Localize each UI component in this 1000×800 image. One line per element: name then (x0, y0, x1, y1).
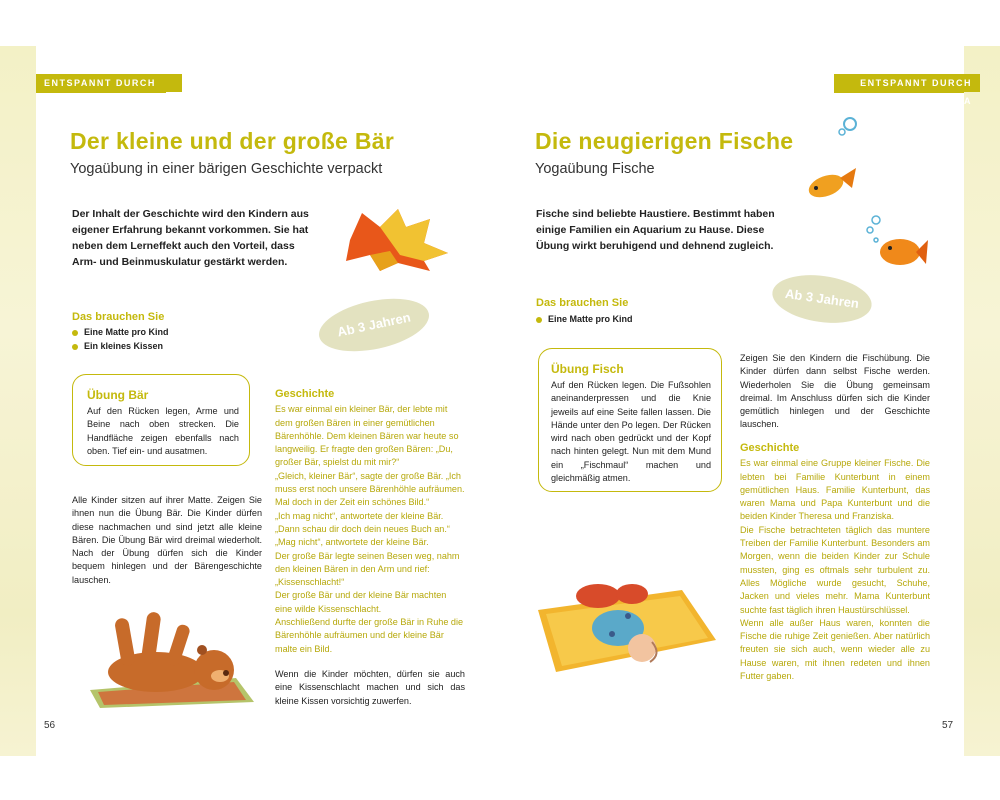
left-page-title: Der kleine und der große Bär (70, 128, 395, 154)
left-exercise-box (72, 374, 250, 466)
left-needs-heading: Das brauchen Sie (72, 311, 165, 323)
left-needs-item: Eine Matte pro Kind (72, 325, 169, 339)
left-story-heading: Geschichte (275, 388, 335, 400)
story-paragraph: „Mag nicht“, antwortete der kleine Bär. (275, 537, 429, 548)
left-header-line (36, 91, 166, 93)
right-exercise-title: Übung Fisch (551, 362, 624, 376)
story-paragraph: Der große Bär legte seinen Besen weg, nahm den kleinen Bären in den Arm und rief: „Kissenschlacht!“ (275, 550, 460, 588)
story-paragraph: Der große Bär und der kleine Bär machten eine wilde Kissenschlacht. (275, 590, 447, 614)
cushion-illustration (340, 205, 462, 275)
left-instructions-text: Alle Kinder sitzen auf ihrer Matte. Zeigen Sie ihnen nun die Übung Bär. Die Kinder dürfen diese nachmachen und sind jetzt alle kleine Bären. Die Übung Bär wird dreimal wiederholt. Nach der Übung dürfen sich die Kinder bequem hinlegen und der Bärengeschichte lauschen. (72, 495, 262, 585)
right-age-badge: Ab 3 Jahren (769, 269, 874, 328)
fish-illustration (790, 112, 930, 277)
right-page-title: Die neugierigen Fische (535, 128, 794, 154)
right-instructions-text: Zeigen Sie den Kindern die Fischübung. Die Kinder dürfen dann selbst Fische werden. Wiederholen Sie die Übung gemeinsam dreimal. Im Anschluss dürfen sich die Kinder gemütlich hinlegen und der Geschichte lauschen. (740, 353, 930, 430)
right-exercise-box (538, 348, 722, 492)
left-page-subtitle: Yogaübung in einer bärigen Geschichte verpackt (70, 161, 383, 177)
left-page-edge-texture (0, 46, 36, 756)
child-fish-pose-illustration (532, 570, 720, 675)
right-page-subtitle: Yogaübung Fische (535, 161, 655, 177)
story-paragraph: Die Fische betrachteten täglich das muntere Treiben der Familie Kunterbunt. Besonders am Morgen, wenn die beiden Kinder zur Schule mussten, ging es oftmals sehr turbulent zu. Alles Mögliche wurde gesucht, Schuhe, Jacken und vieles mehr. Mama Kunterbunt suchte fast täglich ihren Haustürschlüssel. (740, 524, 930, 615)
story-paragraph: „Gleich, kleiner Bär“, sagte der große Bär. „Ich muss erst noch unsere Bärenhöhle aufräumen. Mal doch in der Zeit ein schönes Bild.“ (275, 470, 465, 508)
story-paragraph: „Ich mag nicht“, antwortete der kleine Bär. (275, 510, 444, 521)
right-story-section (740, 442, 930, 683)
right-page-edge-texture (964, 46, 1000, 756)
story-paragraph: Anschließend durfte der große Bär in Ruhe die Bärenhöhle aufräumen und der kleine Bär malte ein Bild. (275, 617, 464, 654)
left-exercise-title: Übung Bär (87, 388, 149, 402)
right-page-number: 57 (942, 720, 954, 731)
right-header-line (834, 91, 964, 93)
story-paragraph: „Dann schau dir doch dein neues Buch an.“ (275, 523, 450, 534)
bullet-dot-icon (72, 330, 78, 336)
left-exercise-text: Auf den Rücken legen, Arme und Beine nach oben strecken. Die Handfläche zeigen ebenfalls nach oben. Tief ein- und ausatmen. (87, 406, 239, 456)
left-lead-text: Der Inhalt der Geschichte wird den Kindern aus eigener Erfahrung bekannt vorkommen. Sie hat neben dem Lerneffekt auch den Vorteil, dass Arm- und Beinmuskulatur gestärkt werden. (72, 208, 309, 268)
bullet-dot-icon (72, 344, 78, 350)
story-paragraph: Es war einmal ein kleiner Bär, der lebte mit dem großen Bären in einer gemütlichen Bärenhöhle. Dem kleinen Bären war heute so langweilig. Er fragte den großen Bären: „Du, großer Bär, spielst du mit mir?“ (275, 404, 459, 468)
right-header-tab: ENTSPANNT DURCH YOGA (834, 74, 980, 92)
bear-yoga-illustration (86, 610, 258, 710)
left-story-section (275, 388, 465, 708)
left-closing-text: Wenn die Kinder möchten, dürfen sie auch eine Kissenschlacht machen und sich das kleine Kissen vorsichtig zuwerfen. (275, 668, 465, 706)
left-header-tab: ENTSPANNT DURCH YOGA (36, 74, 182, 92)
bullet-dot-icon (536, 317, 542, 323)
left-needs-item: Ein kleines Kissen (72, 339, 163, 353)
right-lead-text: Fische sind beliebte Haustiere. Bestimmt haben einige Familien ein Aquarium zu Hause. Diese Übung wirkt beruhigend und dehnend zugleich. (536, 208, 775, 252)
left-age-badge: Ab 3 Jahren (314, 290, 434, 360)
right-story-heading: Geschichte (740, 442, 800, 454)
right-needs-heading: Das brauchen Sie (536, 297, 629, 309)
story-paragraph: Wenn alle außer Haus waren, konnten die Fische die ruhige Zeit genießen. Aber natürlich freuten sie sich auch, wenn wieder alle zu Hause waren, mit ihnen redeten und ihnen Futter gaben. (740, 617, 930, 682)
story-paragraph: Es war einmal eine Gruppe kleiner Fische. Die lebten bei Familie Kunterbunt in einem gemütlichen Haus. Familie Kunterbunt, das waren Mama und Papa Kunterbunt und die beiden Kinder Theresa und Franziska. (740, 458, 930, 522)
right-exercise-text: Auf den Rücken legen. Die Fußsohlen aneinanderpressen und die Knie jeweils auf eine Seite fallen lassen. Die Hände unter den Po legen. Der Rücken wird nach oben gedrückt und der Kopf nach hinten gelegt. Nun mit dem Mund ein „Fischmaul“ machen und gleichmäßig atmen. (551, 380, 711, 484)
left-page-number: 56 (44, 720, 56, 731)
right-needs-item: Eine Matte pro Kind (536, 312, 633, 326)
